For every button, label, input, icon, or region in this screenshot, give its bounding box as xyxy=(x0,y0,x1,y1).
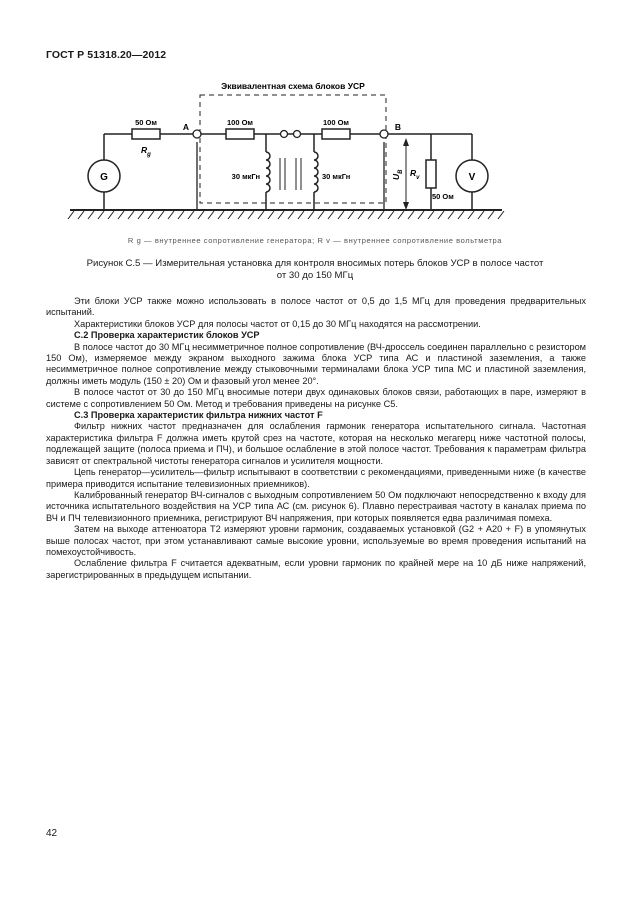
left-resistor-value: 100 Ом xyxy=(227,118,253,127)
equivalent-circuit-box xyxy=(200,95,386,203)
left-inductor xyxy=(266,152,270,192)
generator-resistor-value: 50 Ом xyxy=(135,118,157,127)
point-b-label: B xyxy=(394,122,402,132)
caption-line-1: Рисунок С.5 — Измерительная установка для контроля вносимых потерь блоков УСР в полосе частот xyxy=(86,258,544,269)
terminal-a xyxy=(193,130,201,138)
center-terminal-2 xyxy=(294,131,301,138)
diagram-title: Эквивалентная схема блоков УСР xyxy=(221,81,365,91)
page-number: 42 xyxy=(46,828,58,839)
right-inductor-value: 30 мкГн xyxy=(322,172,351,181)
body-text xyxy=(46,296,586,581)
left-inductor-value: 30 мкГн xyxy=(231,172,260,181)
generator-resistor xyxy=(132,129,160,139)
circuit-diagram xyxy=(60,72,580,252)
voltmeter-resistor xyxy=(426,160,436,188)
point-a-label: A xyxy=(182,122,190,132)
paragraph: Ослабление фильтра F считается адекватным, если уровни гармоник по крайней мере на 10 дБ ниже напряжений, зарегистрированных в предыдущем испытании. xyxy=(46,558,586,580)
section-heading: С.2 Проверка характеристик блоков УСР xyxy=(74,330,260,341)
rv-symbol: $R_v$ xyxy=(410,168,420,181)
left-resistor xyxy=(226,129,254,139)
ground-hatching xyxy=(68,211,504,219)
voltmeter-label: V xyxy=(468,172,476,183)
paragraph: Характеристики блоков УСР для полосы частот от 0,15 до 30 МГц находятся на рассмотрении. xyxy=(74,318,481,329)
voltmeter-resistor-value: 50 Ом xyxy=(432,192,454,201)
paragraph: Цепь генератор—усилитель—фильтр испытывают в соответствии с рекомендациями, приведенными ниже (в качестве примера приводится испытание телевизионных приемников). xyxy=(46,467,586,489)
figure-legend: R g — внутреннее сопротивление генератора; R v — внутреннее сопротивление вольтметра xyxy=(127,236,503,245)
right-inductor xyxy=(314,152,318,192)
right-resistor-value: 100 Ом xyxy=(323,118,349,127)
terminal-b xyxy=(380,130,388,138)
paragraph: Эти блоки УСР также можно использовать в полосе частот от 0,5 до 1,5 МГц для проведения предварительных испытаний. xyxy=(46,296,586,318)
center-terminal-1 xyxy=(281,131,288,138)
generator-label: G xyxy=(100,172,108,183)
caption-line-2: от 30 до 150 МГц xyxy=(276,270,354,281)
ub-symbol: $U_B$ xyxy=(391,169,404,180)
paragraph: Фильтр нижних частот предназначен для ослабления гармоник генератора испытательного сигнала. Частотная характеристика фильтра F должна иметь крутой срез на частоте, которая на несколько мегагерц ниже частотной полосы, подлежащей защите (полоса приема и ПЧ), и большое ослабление в этой полосе частот. Требования к параметрам фильтра зависят от спектральной чистоты генератора сигналов и усилителя мощности. xyxy=(46,421,586,466)
paragraph: В полосе частот от 30 до 150 МГц вносимые потери двух одинаковых блоков связи, работающих в паре, измеряют в системе с сопротивлением 50 Ом. Метод и требования приведены на рисунке С5. xyxy=(46,387,586,409)
paragraph: Калиброванный генератор ВЧ-сигналов с выходным сопротивлением 50 Ом подключают непосредственно к входу для источника испытательного воздействия на УСР типа АС (см. рисунок 6). Плавно перестраивая частоту в каналах приема по ВЧ и ПЧ телевизионного приемника, регистрируют ВЧ напряжения, при которых появляется едва различимая помеха. xyxy=(46,489,586,523)
section-heading: С.3 Проверка характеристик фильтра нижних частот F xyxy=(74,410,323,421)
figure-caption xyxy=(60,258,570,282)
paragraph: В полосе частот до 30 МГц несимметричное полное сопротивление (ВЧ-дроссель соединен параллельно с резистором 150 Ом), измеряемое между экраном выходного зажима блока УСР типа АС и пластиной заземления, а также несимметричное полное сопротивление между стыковочными терминалами блока УСР типа МС и пластиной заземления, должны иметь модуль (150 ± 20) Ом и фазовый угол менее 20°. xyxy=(46,341,586,386)
right-resistor xyxy=(322,129,350,139)
rg-symbol: $R_g$ xyxy=(141,145,151,158)
paragraph: Затем на выходе аттенюатора T2 измеряют уровни гармоник, создаваемых установкой (G2 + A20 + F) в упомянутых выше полосах частот, при этом устанавливают самые высокие уровни, используемые во время проведения испытаний на помехоустойчивость. xyxy=(46,524,586,557)
standard-header: ГОСТ Р 51318.20—2012 xyxy=(46,49,167,61)
